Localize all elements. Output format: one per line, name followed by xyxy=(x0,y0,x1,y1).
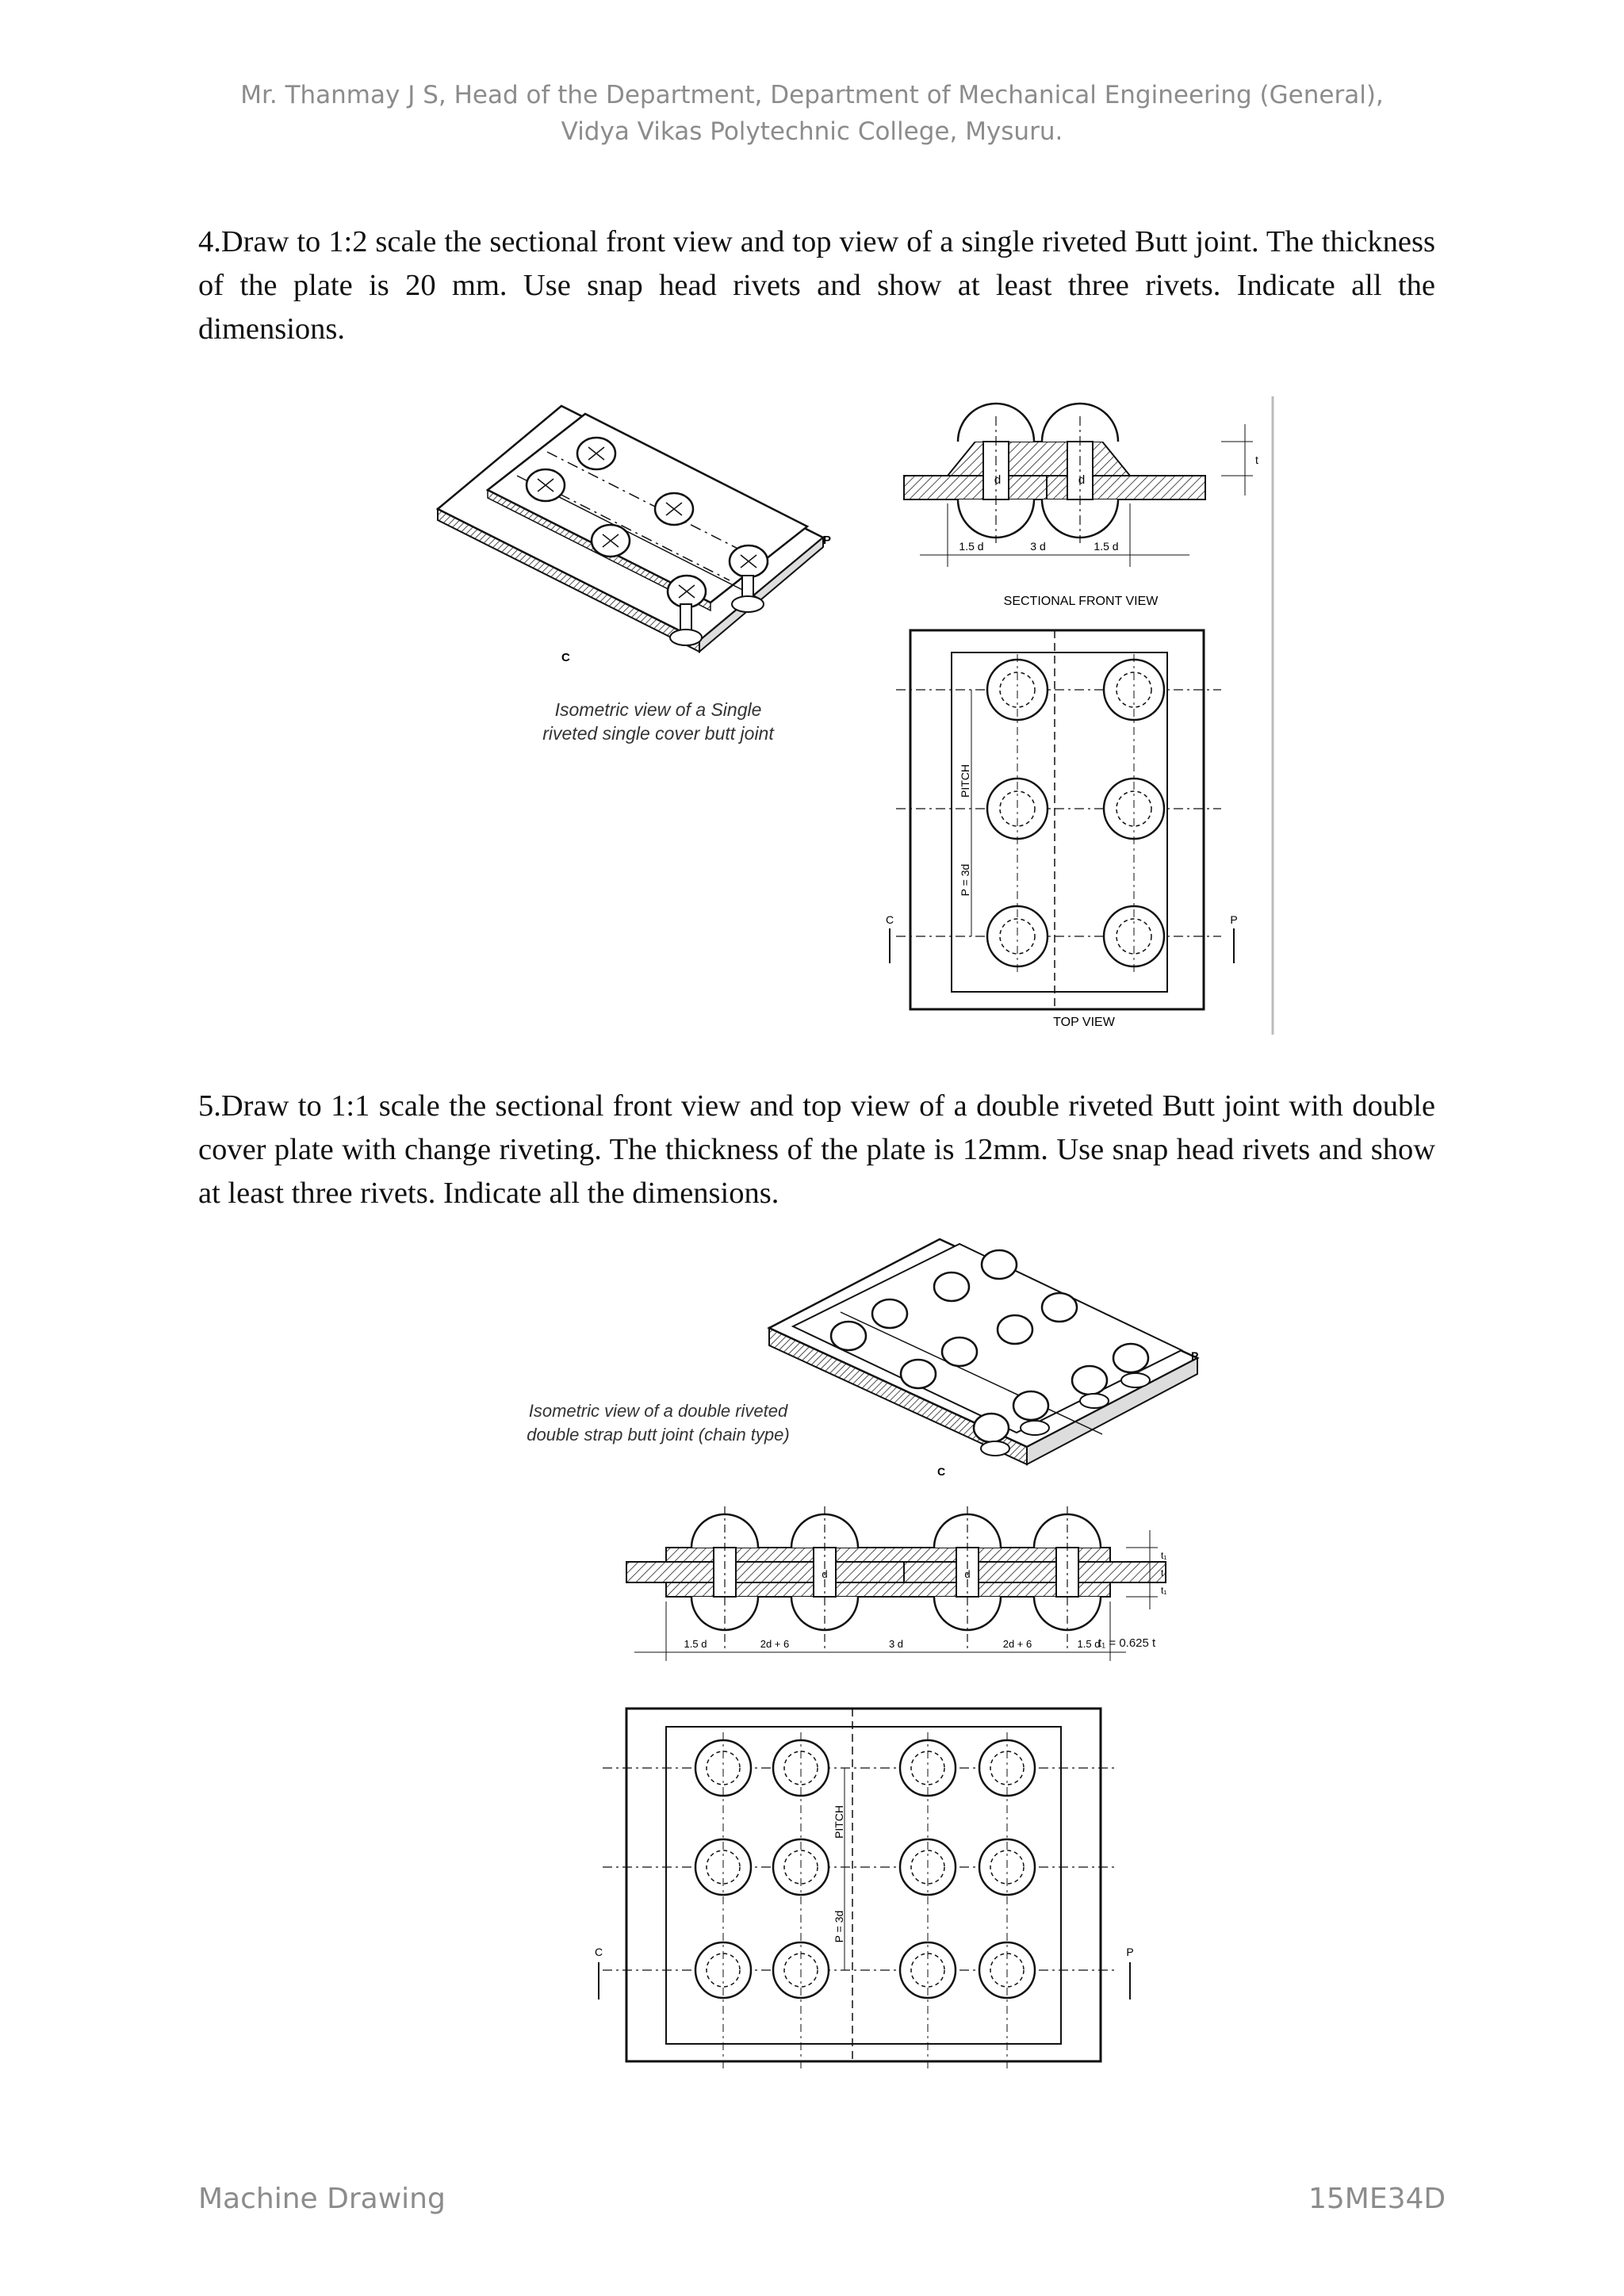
question-5-text: 5.Draw to 1:1 scale the sectional front view and top view of a double riveted Butt joint with double cover plate with change riveting. The thickness of the plate is 12mm. Use snap head rivets and show at least three rivets. Indicate all the dimensions. xyxy=(198,1089,1435,1210)
q5-dim-d-1: d xyxy=(822,1568,828,1580)
q5-dim-3: 3 d xyxy=(888,1638,904,1650)
q5-top-view xyxy=(571,1689,1142,2077)
q5-pitch-label: PITCH xyxy=(833,1805,845,1839)
q5-isometric-figure xyxy=(761,1233,1205,1494)
q4-iso-label-c: C xyxy=(561,651,570,664)
q4-iso-caption xyxy=(492,698,825,745)
q5-t-label-1: t₁ xyxy=(1161,1550,1167,1561)
q4-dim-left: 1.5 d xyxy=(959,540,984,553)
q5-dim-5: 1.5 d xyxy=(1077,1638,1101,1650)
q4-iso-label-p: P xyxy=(823,534,832,547)
q5-iso-caption xyxy=(492,1399,825,1447)
q4-dim-t1: t xyxy=(1255,453,1258,466)
q4-p-label: P = 3d xyxy=(959,863,971,897)
q5-section-p: P xyxy=(1126,1946,1134,1958)
q4-section-c: C xyxy=(885,913,894,926)
q5-p-label: P = 3d xyxy=(833,1910,845,1943)
header-line-2: Vidya Vikas Polytechnic College, Mysuru. xyxy=(561,117,1063,146)
footer-left: Machine Drawing xyxy=(198,2183,446,2215)
q5-dim-1: 1.5 d xyxy=(684,1638,707,1650)
q4-top-view-title: TOP VIEW xyxy=(1053,1016,1115,1029)
header-line-1: Mr. Thanmay J S, Head of the Department, Department of Mechanical Engineering (General), xyxy=(240,81,1384,109)
q5-dim-d-2: d xyxy=(964,1568,971,1580)
q4-section-p: P xyxy=(1230,913,1238,926)
q4-pitch-label: PITCH xyxy=(959,764,971,798)
q4-dim-mid: 3 d xyxy=(1030,540,1046,553)
question-4-text: 4.Draw to 1:2 scale the sectional front view and top view of a single riveted Butt joint. The thickness of the plate is 20 mm. Use snap head rivets and show at least three rivets. Indicate all the dimensions. xyxy=(198,225,1435,346)
q5-t-label-2: t xyxy=(1161,1567,1164,1578)
q4-iso-caption-line-1: Isometric view of a Single xyxy=(554,699,762,720)
q4-dim-right: 1.5 d xyxy=(1094,540,1119,553)
q5-iso-label-c: C xyxy=(937,1465,946,1478)
q4-dim-d-2: d xyxy=(1078,473,1086,487)
q4-front-view-title: SECTIONAL FRONT VIEW xyxy=(1003,595,1159,608)
q5-iso-label-p: P xyxy=(1191,1349,1199,1362)
q4-iso-caption-line-2: riveted single cover butt joint xyxy=(542,723,774,744)
q4-orthographic-figure xyxy=(872,392,1285,1039)
q5-dim-4: 2d + 6 xyxy=(1002,1638,1032,1650)
q5-t-label-3: t₁ xyxy=(1161,1585,1167,1596)
footer-right: 15ME34D xyxy=(1308,2183,1446,2215)
q4-dim-d-1: d xyxy=(994,473,1002,487)
q5-dim-2: 2d + 6 xyxy=(760,1638,790,1650)
q5-iso-caption-line-1: Isometric view of a double riveted xyxy=(528,1401,788,1421)
q5-section-c: C xyxy=(594,1946,603,1958)
q5-iso-caption-line-2: double strap butt joint (chain type) xyxy=(527,1425,790,1445)
q5-t1-note: t₁ = 0.625 t xyxy=(1098,1636,1156,1650)
